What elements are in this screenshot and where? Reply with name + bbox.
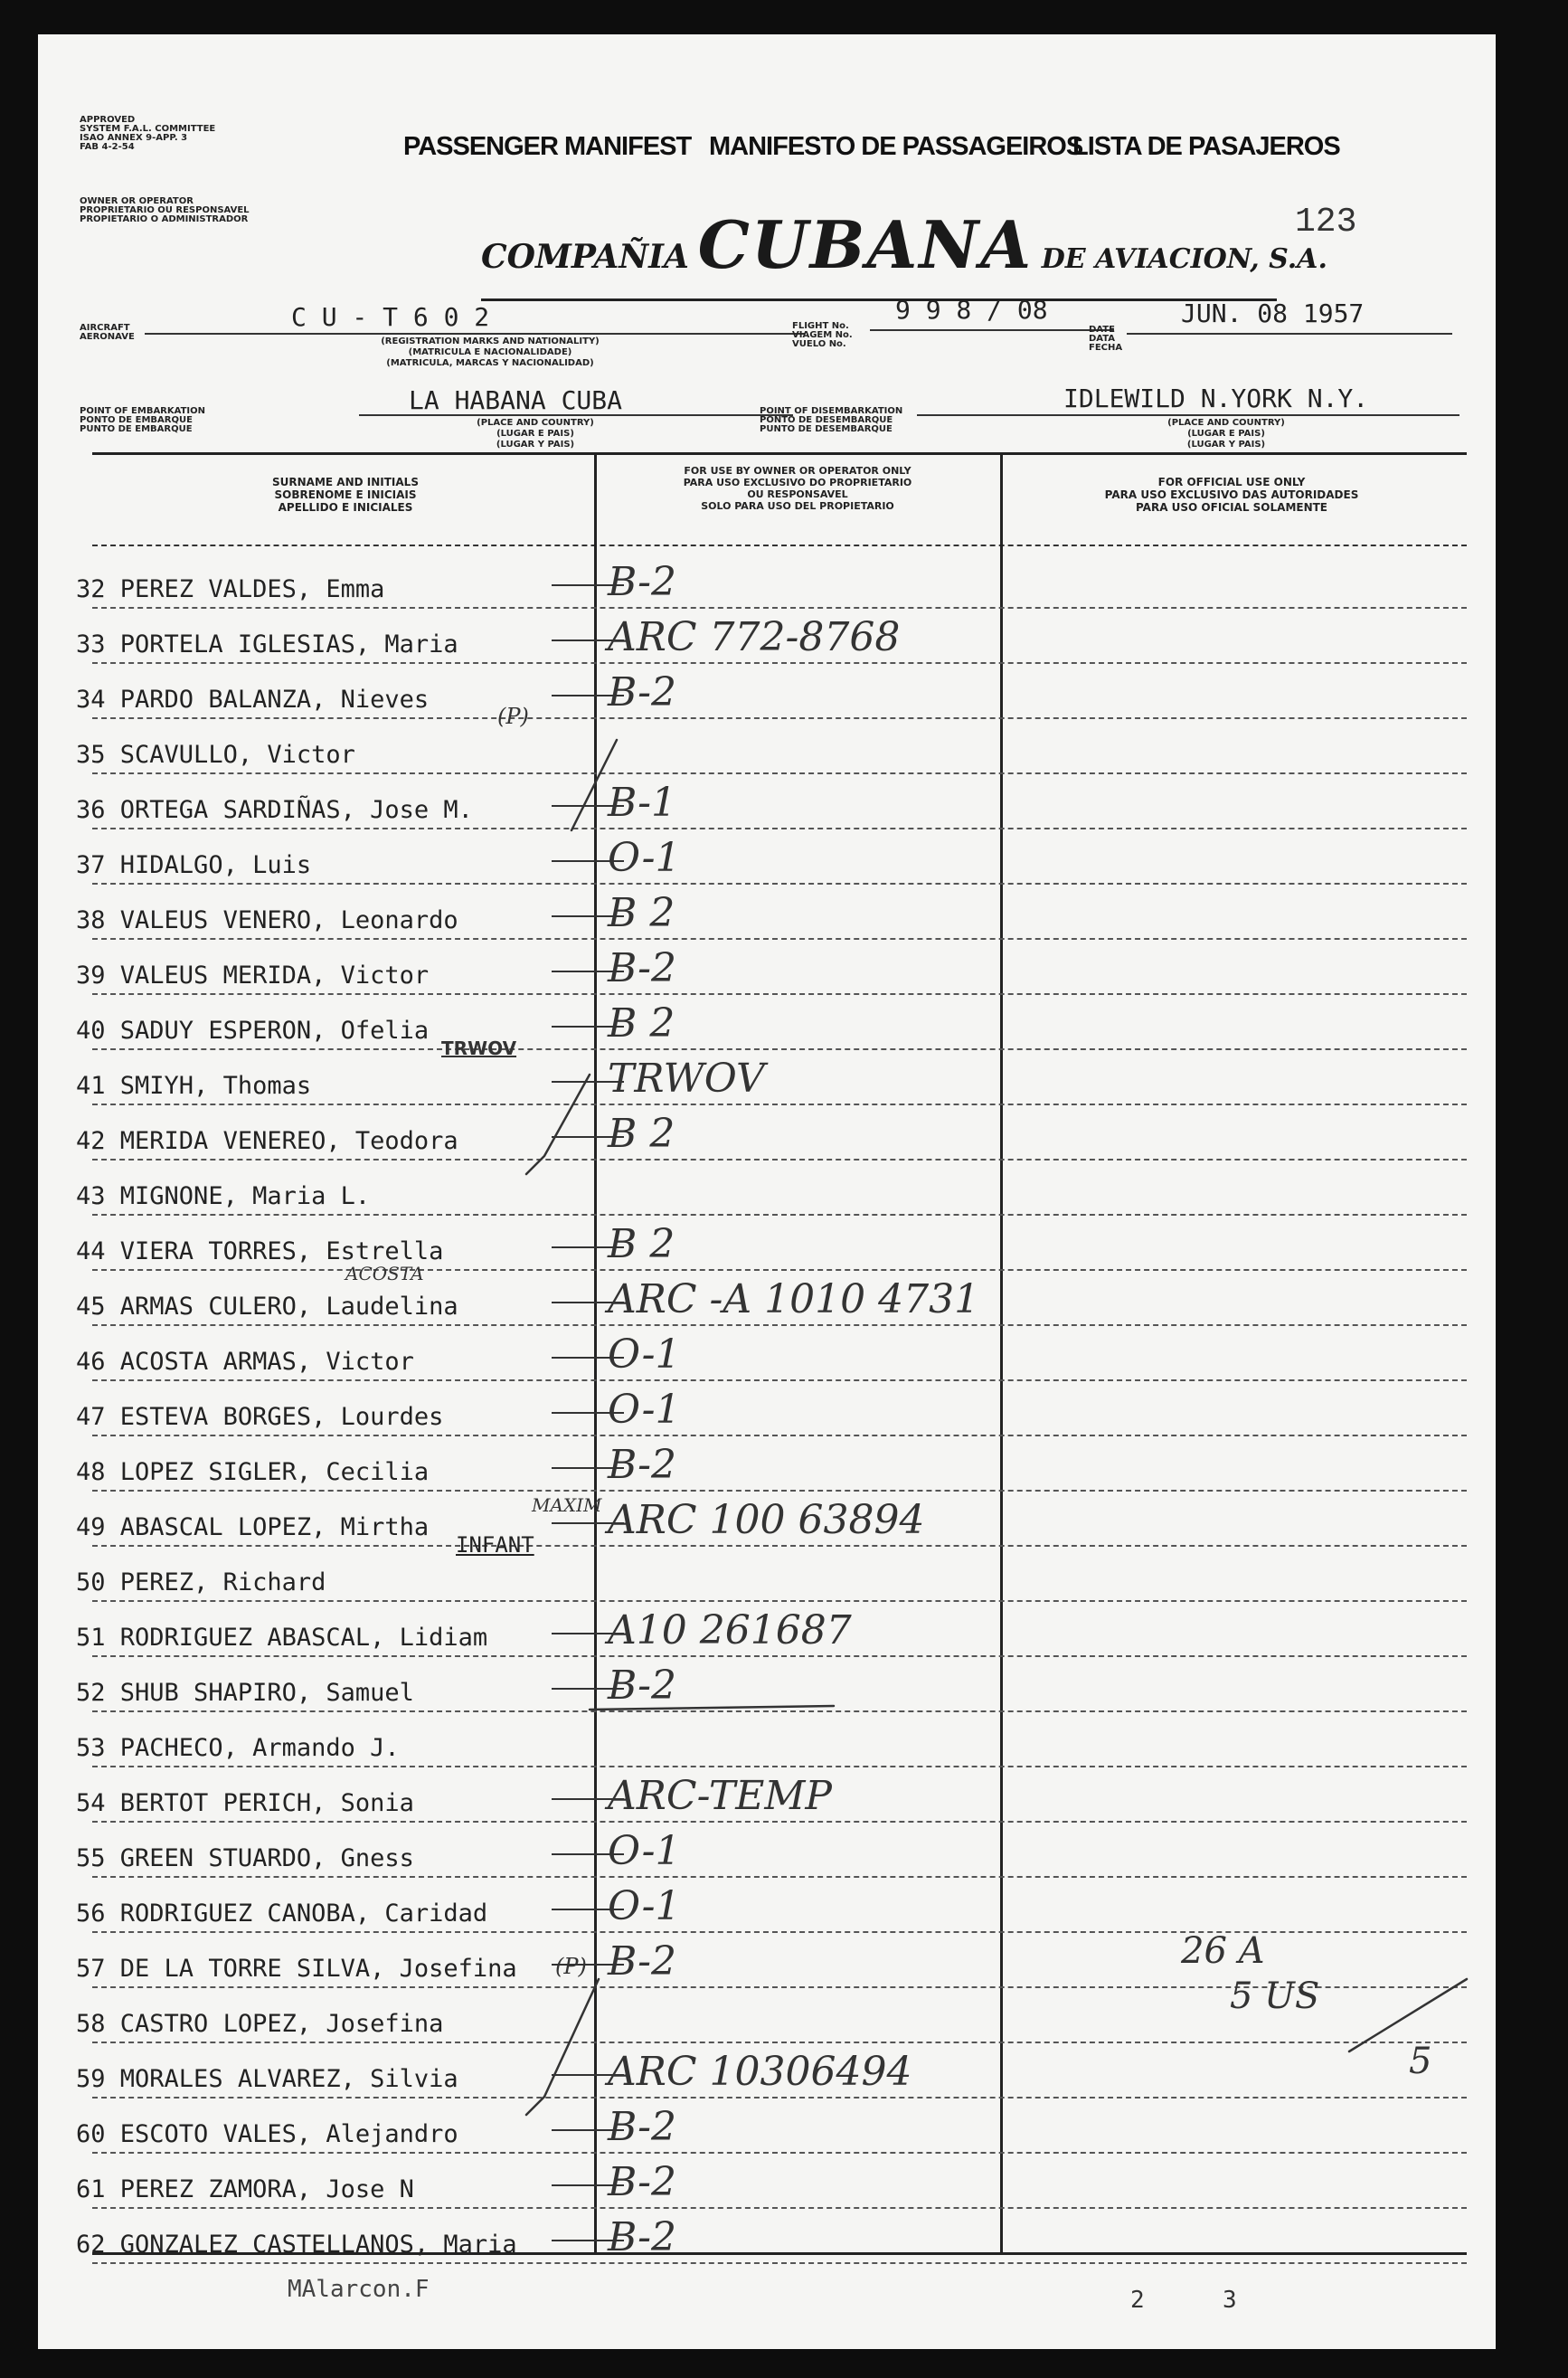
- embark-label: PONTO DE EMBARQUE: [80, 415, 193, 425]
- passenger-number: 40: [76, 1017, 106, 1045]
- owner-mark: B-2: [608, 559, 677, 605]
- owner-mark: B 2: [608, 1221, 675, 1267]
- owner-mark: B-2: [608, 2104, 677, 2150]
- embark-sub-line: (LUGAR E PAIS): [496, 429, 574, 439]
- title-pt: MANIFESTO DE PASSAGEIROS: [709, 132, 1083, 161]
- col-header-line: OU RESPONSAVEL: [747, 488, 848, 500]
- passenger-number: 41: [76, 1072, 106, 1100]
- page-total: 3: [1223, 2287, 1237, 2314]
- p-mark-1: (P): [497, 704, 529, 729]
- passenger-name: ORTEGA SARDIÑAS, Jose M.: [119, 796, 473, 824]
- passenger-number: 61: [76, 2175, 106, 2203]
- owner-mark: ARC-TEMP: [608, 1773, 832, 1819]
- page-number: 123: [1295, 203, 1357, 242]
- aircraft-sub-line: (REGISTRATION MARKS AND NATIONALITY): [381, 336, 600, 346]
- passenger-number: 57: [76, 1955, 106, 1983]
- passenger-name: PEREZ, Richard: [119, 1568, 326, 1596]
- passenger-number: 36: [76, 796, 106, 824]
- passenger-number: 37: [76, 851, 106, 879]
- passenger-number: 52: [76, 1679, 106, 1707]
- company-prefix: COMPAÑIA: [481, 238, 689, 276]
- col-header-line: SURNAME AND INITIALS: [272, 476, 419, 488]
- title-en: PASSENGER MANIFEST: [403, 132, 692, 161]
- check-mark-stroke: [571, 740, 617, 830]
- passenger-name: GREEN STUARDO, Gness: [119, 1844, 414, 1872]
- passenger-number: 59: [76, 2065, 106, 2093]
- owner-mark: O-1: [608, 1387, 681, 1433]
- official-note-26a: 26 A: [1181, 1930, 1265, 1972]
- disembark-label: POINT OF DISEMBARKATION: [760, 406, 903, 416]
- passenger-number: 60: [76, 2120, 106, 2148]
- passenger-number: 42: [76, 1127, 106, 1155]
- col-header-line: SOLO PARA USO DEL PROPIETARIO: [701, 500, 894, 512]
- passenger-name: VALEUS MERIDA, Victor: [119, 962, 430, 990]
- passenger-number: 58: [76, 2010, 106, 2038]
- manifest-sheet: [38, 34, 1496, 2349]
- passenger-name: RODRIGUEZ ABASCAL, Lidiam: [119, 1624, 488, 1652]
- aircraft-sub-line: (MATRICULA, MARCAS Y NACIONALIDAD): [386, 358, 594, 368]
- aircraft-label: AIRCRAFT: [80, 323, 130, 333]
- official-slash-stroke: [1349, 1979, 1467, 2051]
- aircraft-value: C U - T 6 0 2: [291, 302, 490, 332]
- approval-line: APPROVED: [80, 115, 136, 125]
- flight-label: VIAGEM No.: [792, 330, 853, 340]
- embark-sub-line: (LUGAR Y PAIS): [496, 440, 575, 450]
- passenger-name: PORTELA IGLESIAS, Maria: [119, 630, 458, 658]
- passenger-number: 34: [76, 686, 106, 714]
- passenger-name: SHUB SHAPIRO, Samuel: [119, 1679, 414, 1707]
- owner-mark: B 2: [608, 890, 675, 936]
- passenger-name: VALEUS VENERO, Leonardo: [119, 906, 458, 934]
- passenger-name: ACOSTA ARMAS, Victor: [119, 1348, 414, 1376]
- owner-mark: B-2: [608, 1663, 677, 1709]
- page-current: 2: [1130, 2287, 1145, 2314]
- passenger-name: DE LA TORRE SILVA, Josefina: [119, 1955, 517, 1983]
- pacheco-line-stroke: [590, 1706, 834, 1710]
- owner-mark: B 2: [608, 1111, 675, 1157]
- passenger-name: ESCOTO VALES, Alejandro: [119, 2120, 458, 2148]
- pen-strokes: [38, 34, 1496, 2349]
- owner-mark: O-1: [608, 1883, 681, 1929]
- passenger-number: 51: [76, 1624, 106, 1652]
- col-header-line: SOBRENOME E INICIAIS: [274, 488, 417, 501]
- passenger-name: ABASCAL LOPEZ, Mirtha: [119, 1513, 430, 1541]
- passenger-number: 43: [76, 1182, 106, 1210]
- passenger-name: MIGNONE, Maria L.: [119, 1182, 371, 1210]
- date-label: FECHA: [1089, 343, 1123, 353]
- embark-sub-line: (PLACE AND COUNTRY): [477, 418, 594, 428]
- passenger-number: 62: [76, 2231, 106, 2259]
- passenger-number: 54: [76, 1789, 106, 1817]
- date-label: DATA: [1089, 334, 1116, 344]
- owner-mark: B-1: [608, 780, 677, 826]
- passenger-name: PARDO BALANZA, Nieves: [119, 686, 430, 714]
- passenger-name: VIERA TORRES, Estrella: [119, 1237, 444, 1265]
- official-note-5us: 5 US: [1230, 1975, 1320, 2017]
- passenger-number: 44: [76, 1237, 106, 1265]
- acosta-note: ACOSTA: [345, 1263, 424, 1284]
- passenger-number: 56: [76, 1900, 106, 1928]
- owner-mark: ARC 772-8768: [608, 614, 901, 660]
- approval-line: ISAO ANNEX 9-APP. 3: [80, 133, 188, 143]
- passenger-number: 32: [76, 575, 106, 603]
- flight-label: FLIGHT No.: [792, 321, 849, 331]
- col-header-line: FOR OFFICIAL USE ONLY: [1157, 476, 1306, 488]
- passenger-name: GONZALEZ CASTELLANOS, Maria: [119, 2231, 517, 2259]
- passenger-number: 47: [76, 1403, 106, 1431]
- disembark-value: IDLEWILD N.YORK N.Y.: [1063, 384, 1369, 413]
- disembark-sub-line: (LUGAR E PAIS): [1187, 429, 1265, 439]
- passenger-number: 38: [76, 906, 106, 934]
- owner-mark: B 2: [608, 1000, 675, 1047]
- col-header-line: FOR USE BY OWNER OR OPERATOR ONLY: [684, 465, 912, 477]
- owner-mark: TRWOV: [608, 1056, 765, 1102]
- owner-mark: O-1: [608, 1828, 681, 1874]
- passenger-name: SCAVULLO, Victor: [119, 741, 355, 769]
- company-suffix: DE AVIACION, S.A.: [1041, 243, 1327, 275]
- trwov-note: TRWOV: [441, 1037, 517, 1059]
- owner-mark: B-2: [608, 2159, 677, 2205]
- table-bottom-line: [92, 2252, 1467, 2255]
- col-header-line: PARA USO EXCLUSIVO DO PROPRIETARIO: [683, 477, 912, 488]
- date-value: JUN. 08 1957: [1181, 298, 1365, 328]
- disembark-sub-line: (PLACE AND COUNTRY): [1167, 418, 1285, 428]
- owner-mark: B-2: [608, 1442, 677, 1488]
- col-header-line: APELLIDO E INICIALES: [278, 501, 413, 514]
- owner-mark: ARC 100 63894: [608, 1497, 925, 1543]
- date-label: DATE: [1089, 325, 1115, 335]
- approval-line: FAB 4-2-54: [80, 142, 135, 152]
- passenger-number: 45: [76, 1293, 106, 1321]
- passenger-number: 55: [76, 1844, 106, 1872]
- passenger-name: CASTRO LOPEZ, Josefina: [119, 2010, 444, 2038]
- owner-mark: O-1: [608, 1331, 681, 1378]
- owner-label: PROPRIETARIO OU RESPONSAVEL: [80, 205, 250, 215]
- passenger-number: 39: [76, 962, 106, 990]
- owner-mark: ARC 10306494: [608, 2049, 912, 2095]
- owner-mark: B-2: [608, 669, 677, 715]
- embark-value: LA HABANA CUBA: [409, 385, 623, 415]
- owner-mark: A10 261687: [608, 1607, 852, 1653]
- official-note-5: 5: [1409, 2041, 1432, 2082]
- owner-mark: B-2: [608, 2214, 677, 2260]
- passenger-name: SMIYH, Thomas: [119, 1072, 312, 1100]
- passenger-name: MORALES ALVAREZ, Silvia: [119, 2065, 458, 2093]
- passenger-name: RODRIGUEZ CANOBA, Caridad: [119, 1900, 488, 1928]
- owner-label: PROPIETARIO O ADMINISTRADOR: [80, 214, 249, 224]
- passenger-name: SADUY ESPERON, Ofelia: [119, 1017, 430, 1045]
- infant-note: INFANT: [456, 1532, 534, 1558]
- col-header-line: PARA USO OFICIAL SOLAMENTE: [1135, 501, 1328, 514]
- passenger-name: PEREZ ZAMORA, Jose N: [119, 2175, 414, 2203]
- p-mark-2: (P): [555, 1954, 587, 1979]
- check-mark-stroke: [526, 1075, 590, 1174]
- passenger-name: ARMAS CULERO, Laudelina: [119, 1293, 458, 1321]
- passenger-name: LOPEZ SIGLER, Cecilia: [119, 1458, 430, 1486]
- passenger-name: ESTEVA BORGES, Lourdes: [119, 1403, 444, 1431]
- owner-mark: B-2: [608, 1938, 677, 1985]
- passenger-number: 48: [76, 1458, 106, 1486]
- aircraft-label: AERONAVE: [80, 332, 135, 342]
- owner-mark: B-2: [608, 945, 677, 991]
- flight-label: VUELO No.: [792, 339, 846, 349]
- embark-label: PUNTO DE EMBARQUE: [80, 424, 193, 434]
- disembark-label: PUNTO DE DESEMBARQUE: [760, 424, 893, 434]
- maxim-note: MAXIM: [532, 1494, 602, 1516]
- check-mark-stroke: [526, 1979, 599, 2115]
- col-header-line: PARA USO EXCLUSIVO DAS AUTORIDADES: [1104, 488, 1359, 501]
- disembark-sub-line: (LUGAR Y PAIS): [1186, 440, 1266, 450]
- passenger-number: 33: [76, 630, 106, 658]
- passenger-name: PEREZ VALDES, Emma: [119, 575, 385, 603]
- embark-label: POINT OF EMBARKATION: [80, 406, 206, 416]
- disembark-label: PONTO DE DESEMBARQUE: [760, 415, 893, 425]
- owner-mark: ARC -A 1010 4731: [608, 1276, 980, 1322]
- title-es: LISTA DE PASAJEROS: [1072, 132, 1340, 161]
- company-name: CUBANA: [697, 206, 1034, 283]
- flight-value: 9 9 8 / 08: [895, 295, 1048, 325]
- owner-mark: O-1: [608, 835, 681, 881]
- signature: MAlarcon.F: [288, 2276, 430, 2303]
- owner-label: OWNER OR OPERATOR: [80, 196, 194, 206]
- passenger-number: 35: [76, 741, 106, 769]
- passenger-name: BERTOT PERICH, Sonia: [119, 1789, 414, 1817]
- passenger-name: HIDALGO, Luis: [119, 851, 312, 879]
- aircraft-sub-line: (MATRICULA E NACIONALIDADE): [408, 347, 572, 357]
- passenger-number: 53: [76, 1734, 106, 1762]
- passenger-name: MERIDA VENEREO, Teodora: [119, 1127, 458, 1155]
- passenger-name: PACHECO, Armando J.: [119, 1734, 400, 1762]
- passenger-number: 46: [76, 1348, 106, 1376]
- approval-line: SYSTEM F.A.L. COMMITTEE: [80, 124, 216, 134]
- passenger-number: 50: [76, 1568, 106, 1596]
- passenger-number: 49: [76, 1513, 106, 1541]
